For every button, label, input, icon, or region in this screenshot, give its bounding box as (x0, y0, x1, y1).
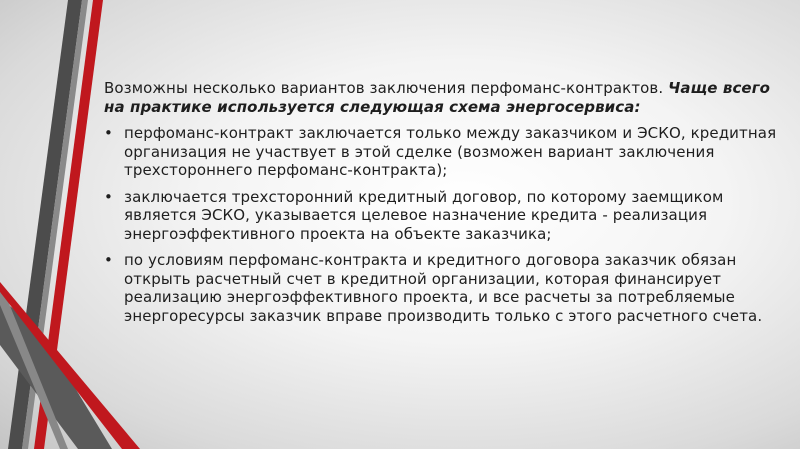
slide-body (104, 79, 784, 333)
intro-paragraph (104, 79, 784, 116)
bullet-item-text: заключается трехсторонний кредитный договор, по которому заемщиком является ЭСКО, указывается целевое назначение кредита - реализация энергоэффективного проекта на объекте заказчика; (124, 187, 724, 243)
intro-emphasis: Чаще всего на практике используется следующая схема энергосервиса: (104, 79, 771, 116)
bullet-item-text: перфоманс-контракт заключается только между заказчиком и ЭСКО, кредитная организация не участвует в этой сделке (возможен вариант заключения трехстороннего перфоманс-контракта); (124, 124, 777, 179)
bullet-item-text: по условиям перфоманс-контракта и кредитного договора заказчик обязан открыть расчетный счет в кредитной организации, которая финансирует реализацию энергоэффективного проекта, и все расчеты за потребляемые энергоресурсы заказчик вправе производить только с этого расчетного счета. (124, 251, 763, 325)
intro-text: Возможны несколько вариантов заключения перфоманс-контрактов. (104, 79, 664, 97)
bullet-icon: • (104, 251, 113, 269)
bullet-item-1 (104, 124, 784, 180)
bullet-icon: • (104, 124, 113, 142)
bullet-icon: • (104, 187, 113, 206)
bullet-item-3 (104, 251, 784, 325)
bullet-item-2 (104, 188, 784, 244)
